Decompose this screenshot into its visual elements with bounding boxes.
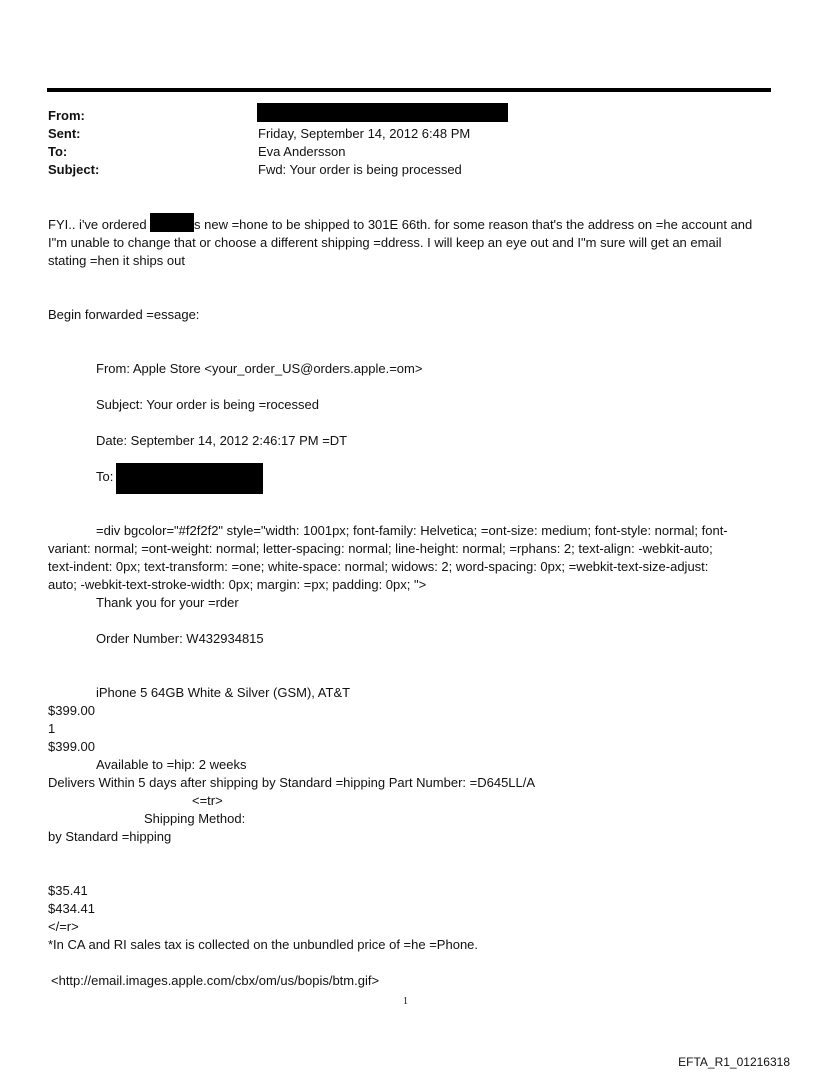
page-number: 1 [403, 996, 408, 1007]
shipping-method-value: by Standard =hipping [48, 829, 172, 844]
fwd-subject: Subject: Your order is being =rocessed [96, 397, 319, 412]
forwarded-heading: Begin forwarded =essage: [48, 307, 200, 322]
redacted-from [257, 103, 508, 122]
subject-value: Fwd: Your order is being processed [258, 162, 462, 177]
intro-line-3: stating =hen it ships out [48, 253, 185, 268]
bates-number: EFTA_R1_01216318 [678, 1055, 790, 1069]
to-label: To: [48, 144, 68, 159]
item-description: iPhone 5 64GB White & Silver (GSM), AT&T [96, 685, 351, 700]
intro-text-b: s new =hone to be shipped to 301E 66th. for some reason that's the address on =he account and [194, 217, 753, 232]
tax-amount: $35.41 [48, 883, 88, 898]
tr-tag: <=tr> [192, 793, 223, 808]
order-number: Order Number: W432934815 [96, 631, 264, 646]
item-quantity: 1 [48, 721, 56, 736]
image-url-link: <http://email.images.apple.com/cbx/om/us/bopis/btm.gif> [51, 973, 380, 988]
item-price: $399.00 [48, 703, 95, 718]
delivery-text: Delivers Within 5 days after shipping by Standard =hipping Part Number: =D645LL/A [48, 775, 536, 790]
intro-text-a: FYI.. i've ordered [48, 217, 147, 232]
intro-line-2: I"m unable to change that or choose a different shipping =ddress. I will keep an eye out and I"m sure will get an email [48, 235, 722, 250]
to-value: Eva Andersson [258, 144, 346, 159]
sent-value: Friday, September 14, 2012 6:48 PM [258, 126, 471, 141]
subject-label: Subject: [48, 162, 100, 177]
availability-text: Available to =hip: 2 weeks [96, 757, 247, 772]
header-rule [47, 88, 771, 92]
r-tag: </=r> [48, 919, 79, 934]
div-line-4: auto; -webkit-text-stroke-width: 0px; margin: =px; padding: 0px; "> [48, 577, 427, 592]
total-amount: $434.41 [48, 901, 95, 916]
div-line-1: =div bgcolor="#f2f2f2" style="width: 1001px; font-family: Helvetica; =ont-size: medium; font-style: normal; font- [96, 523, 728, 538]
div-line-3: text-indent: 0px; text-transform: =one; white-space: normal; widows: 2; word-spacing: 0px; =webkit-text-size-adjust: [48, 559, 709, 574]
item-subtotal: $399.00 [48, 739, 95, 754]
redacted-name [150, 213, 194, 232]
sent-label: Sent: [48, 126, 81, 141]
from-label: From: [48, 108, 85, 123]
fwd-from: From: Apple Store <your_order_US@orders.apple.=om> [96, 361, 423, 376]
div-line-2: variant: normal; =ont-weight: normal; letter-spacing: normal; line-height: normal; =rphans: 2; text-align: -webkit-auto; [48, 541, 713, 556]
redacted-recipient [116, 463, 263, 494]
tax-note: *In CA and RI sales tax is collected on the unbundled price of =he =Phone. [48, 937, 479, 952]
shipping-method-label: Shipping Method: [144, 811, 246, 826]
fwd-to-label: To: [96, 469, 114, 484]
fwd-date: Date: September 14, 2012 2:46:17 PM =DT [96, 433, 348, 448]
thanks-text: Thank you for your =rder [96, 595, 239, 610]
